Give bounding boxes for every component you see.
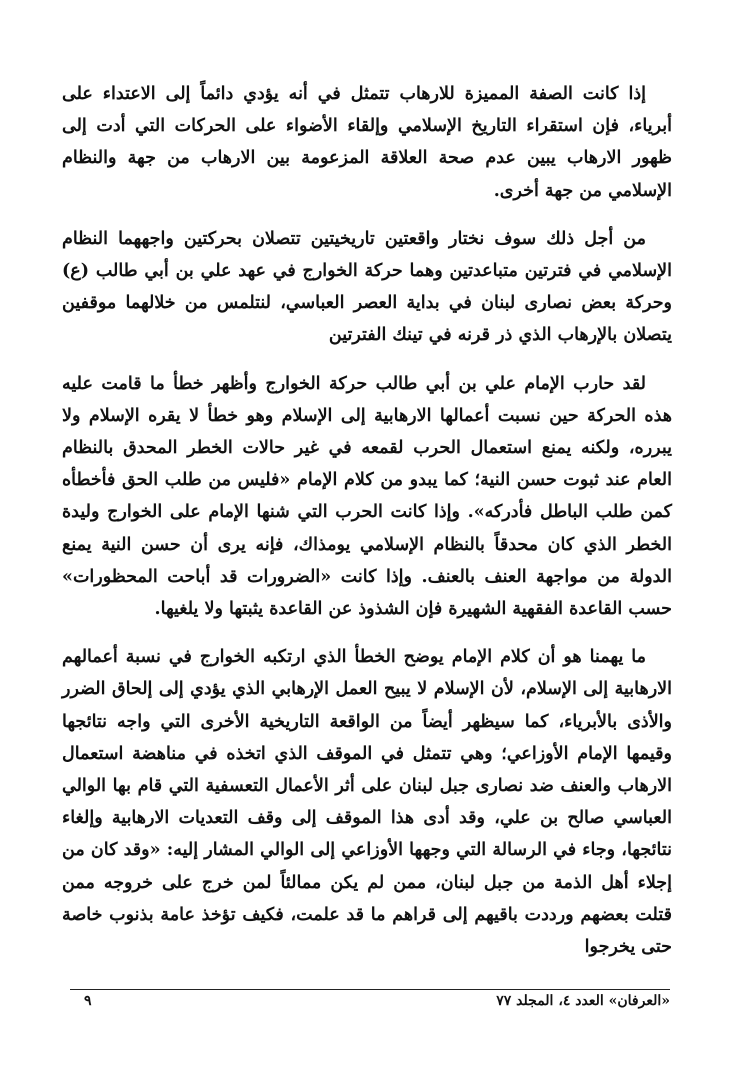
paragraph-2: من أجل ذلك سوف نختار واقعتين تاريخيتين تتصلان بحركتين واجههما النظام الإسلامي في فترتين متباعدتين وهما حركة الخوارج في عهد علي بن أبي طالب (ع) وحركة بعض نصارى لبنان في بداية العصر العباسي، لنتلمس من خلالهما موقفين يتصلان بالإرهاب الذي ذر قرنه في تينك الفترتين [62,228,672,346]
article-body [62,78,672,1078]
journal-citation: «العرفان» العدد ٤، المجلد ٧٧ [496,993,670,1009]
footer-divider [70,989,670,990]
paragraph-4: ما يهمنا هو أن كلام الإمام يوضح الخطأ الذي ارتكبه الخوارج في نسبة أعمالهم الارهابية إلى الإسلام، لأن الإسلام لا يبيح العمل الإرهابي الذي يؤدي إلى إلحاق الضرر والأذى بالأبرياء، كما سيظهر أيضاً من الواقعة التاريخية الأخرى التي واجه نتائجها وقيمها الإمام الأوزاعي؛ وهي تتمثل في الموقف الذي اتخذه في مناهضة استعمال الارهاب والعنف ضد نصارى جبل لبنان على أثر الأعمال التعسفية التي قام بها الوالي العباسي صالح بن علي، وقد أدى هذا الموقف إلى وقف التعديات الارهابية وإلغاء نتائجها، وجاء في الرسالة التي وجهها الأوزاعي إلى الوالي المشار إليه: «وقد كان من إجلاء أهل الذمة من جبل لبنان، ممن لم يكن ممالئاً لمن خرج على خروجه ممن قتلت بعضهم ورددت باقيهم إلى قراهم ما قد علمت، فكيف تؤخذ عامة بذنوب خاصة حتى يخرجوا [62,647,672,958]
paragraph-1: إذا كانت الصفة المميزة للارهاب تتمثل في أنه يؤدي دائماً إلى الاعتداء على أبرياء، فإن استقراء التاريخ الإسلامي وإلقاء الأضواء على الحركات التي أدت إلى ظهور الارهاب يبين عدم صحة العلاقة المزعومة بين الارهاب من جهة والنظام الإسلامي من جهة أخرى. [62,84,672,201]
page-footer [70,993,670,1015]
page-number: ٩ [84,993,92,1009]
paragraph-3: لقد حارب الإمام علي بن أبي طالب حركة الخوارج وأظهر خطأ ما قامت عليه هذه الحركة حين نسبت أعمالها الارهابية إلى الإسلام وهو خطأ لا يقره الإسلام ولا يبرره، ولكنه يمنع استعمال الحرب لقمعه في غير حالات الخطر المحدق بالنظام العام عند ثبوت حسن النية؛ كما يبدو من كلام الإمام «فليس من طلب الحق فأخطأه كمن طلب الباطل فأدركه». وإذا كانت الحرب التي شنها الإمام على الخوارج وليدة الخطر الذي كان محدقاً بالنظام الإسلامي يومذاك، فإنه يرى أن حسن النية يمنع الدولة من مواجهة العنف بالعنف. وإذا كانت «الضرورات قد أباحت المحظورات» حسب القاعدة الفقهية الشهيرة فإن الشذوذ عن القاعدة يثبتها ولا يلغيها. [62,373,672,620]
